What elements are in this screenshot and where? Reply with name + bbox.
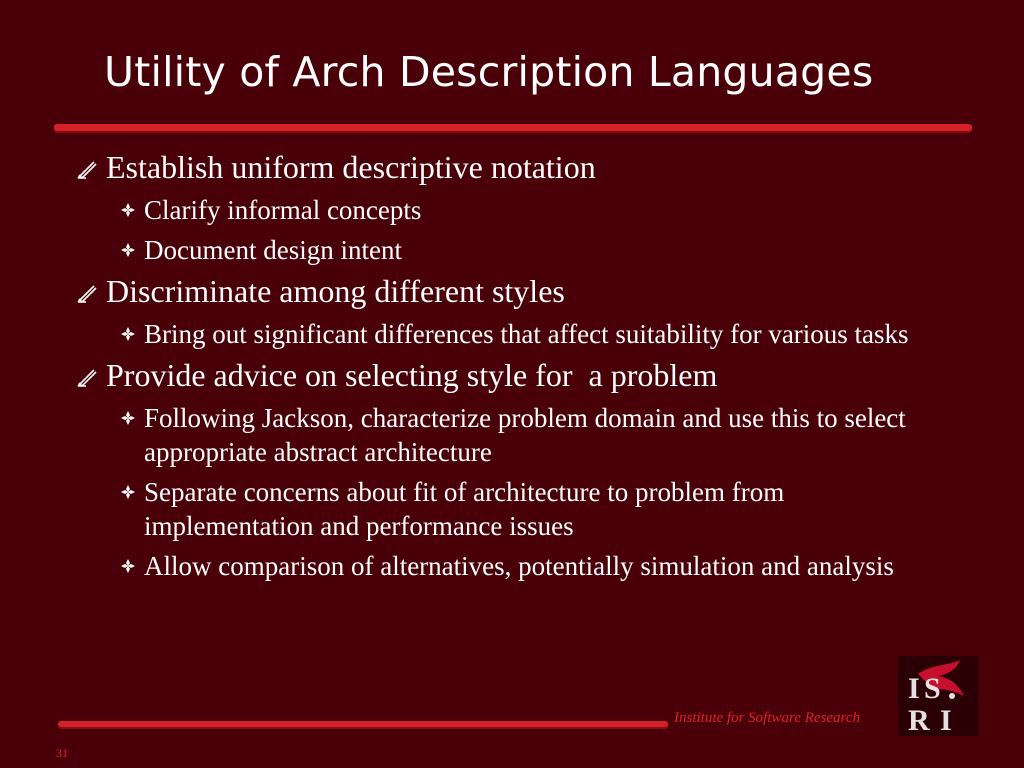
title-divider	[54, 124, 972, 131]
diamond-bullet-icon	[120, 326, 136, 342]
svg-text:R: R	[908, 704, 930, 736]
diamond-bullet-icon	[120, 410, 136, 426]
bullet-item	[76, 355, 956, 395]
bullet-item	[76, 147, 956, 187]
bullet-item	[76, 271, 956, 311]
sub-bullet-item	[118, 401, 934, 469]
svg-text:I: I	[940, 704, 952, 736]
sub-bullet-text: Clarify informal concepts	[144, 195, 422, 225]
diamond-bullet-icon	[120, 484, 136, 500]
diamond-bullet-icon	[120, 242, 136, 258]
institute-name: Institute for Software Research	[674, 710, 860, 726]
pencil-bullet-icon	[76, 366, 98, 388]
diamond-bullet-icon	[120, 202, 136, 218]
svg-text:I: I	[908, 672, 920, 705]
sub-bullet-text: Allow comparison of alternatives, potentially simulation and analysis	[144, 551, 894, 581]
isri-logo-icon	[898, 656, 978, 736]
sub-bullet-text: Document design intent	[144, 235, 402, 265]
footer-divider	[58, 721, 668, 727]
sub-bullet-item	[118, 233, 934, 267]
diamond-bullet-icon	[120, 558, 136, 574]
sub-bullet-item	[118, 317, 934, 351]
pencil-bullet-icon	[76, 282, 98, 304]
sub-bullet-text: Following Jackson, characterize problem domain and use this to select appropriate abstract architecture	[144, 403, 906, 467]
bullet-text: Provide advice on selecting style for a problem	[106, 357, 718, 393]
sub-bullet-item	[118, 475, 934, 543]
sub-bullet-item	[118, 193, 934, 227]
slide-title: Utility of Arch Description Languages	[104, 48, 874, 96]
bullet-list	[76, 143, 956, 583]
pencil-bullet-icon	[76, 158, 98, 180]
sub-bullet-text: Separate concerns about fit of architecture to problem from implementation and performance issues	[144, 477, 785, 541]
bullet-text: Establish uniform descriptive notation	[106, 149, 596, 185]
sub-bullet-text: Bring out significant differences that affect suitability for various tasks	[144, 319, 909, 349]
svg-text:S: S	[924, 672, 941, 705]
bullet-text: Discriminate among different styles	[106, 273, 565, 309]
page-number: 31	[56, 746, 68, 760]
sub-bullet-item	[118, 549, 934, 583]
